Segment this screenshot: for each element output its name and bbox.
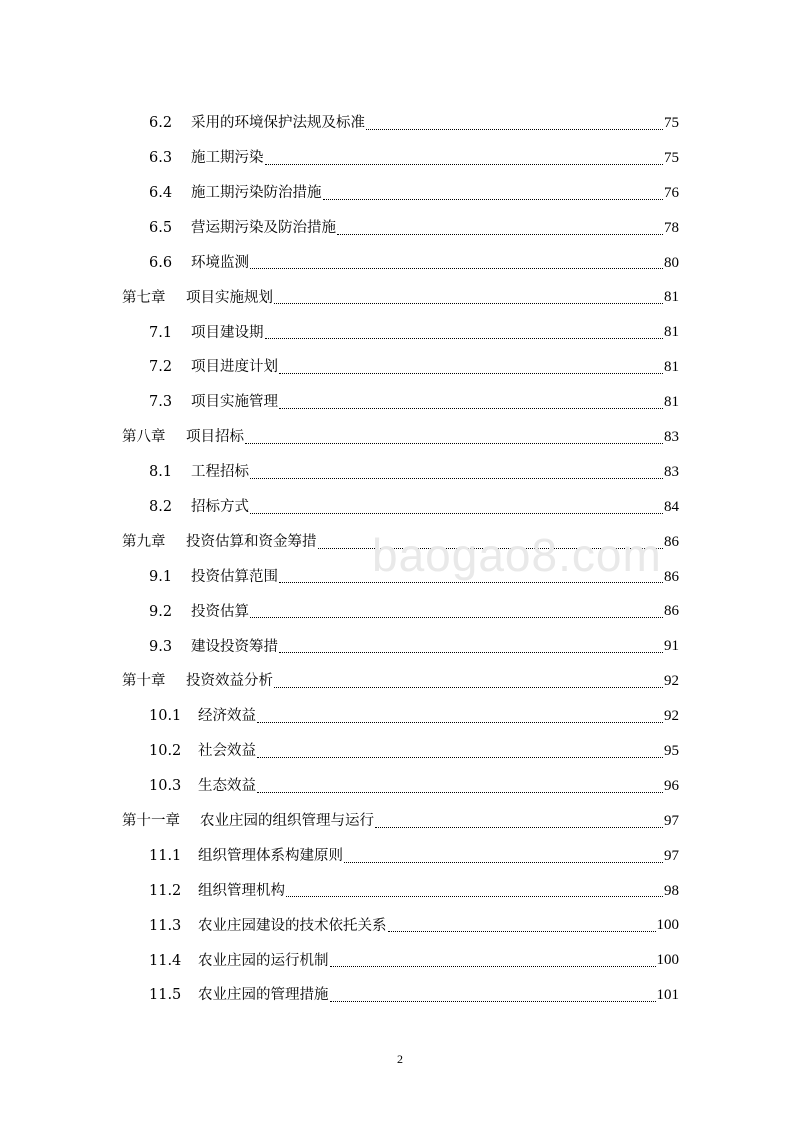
toc-entry-page: 83 [664, 463, 679, 480]
toc-entry-page: 98 [664, 882, 679, 899]
toc-entry-number: 6.4 [149, 184, 173, 201]
toc-chapter-entry[interactable] [0, 280, 800, 315]
toc-entry-title: 环境监测 [191, 254, 249, 271]
toc-entry-number: 第九章 [122, 533, 166, 550]
toc-entry-page: 97 [664, 847, 679, 864]
toc-section-entry[interactable] [0, 176, 800, 211]
toc-entry-number: 7.2 [149, 359, 173, 376]
toc-dot-leader [274, 303, 663, 304]
toc-dot-leader [366, 129, 663, 130]
toc-entry-number: 7.3 [149, 394, 173, 411]
toc-entry-title: 投资估算范围 [191, 568, 278, 585]
toc-entry-title: 项目建设期 [191, 324, 264, 341]
toc-entry-title: 投资效益分析 [186, 673, 273, 690]
toc-dot-leader [344, 862, 663, 863]
toc-entry-title: 农业庄园建设的技术依托关系 [198, 917, 387, 934]
toc-dot-leader [265, 338, 664, 339]
toc-entry-number: 11.5 [149, 987, 182, 1004]
toc-entry-number: 6.2 [149, 115, 173, 132]
toc-entry-title: 施工期污染防治措施 [191, 184, 322, 201]
toc-entry-number: 6.5 [149, 219, 173, 236]
toc-dot-leader [330, 1001, 656, 1002]
toc-entry-title: 采用的环境保护法规及标准 [191, 115, 365, 132]
toc-entry-number: 11.1 [149, 847, 182, 864]
toc-chapter-entry[interactable] [0, 804, 800, 839]
table-of-contents [0, 106, 800, 1013]
toc-entry-number: 8.2 [149, 498, 173, 515]
toc-section-entry[interactable] [0, 839, 800, 874]
toc-entry-title: 农业庄园的管理措施 [198, 987, 329, 1004]
toc-chapter-entry[interactable] [0, 420, 800, 455]
toc-section-entry[interactable] [0, 246, 800, 281]
toc-dot-leader [279, 652, 663, 653]
toc-entry-number: 第十章 [122, 673, 166, 690]
toc-section-entry[interactable] [0, 490, 800, 525]
toc-entry-title: 投资估算和资金筹措 [186, 533, 317, 550]
toc-section-entry[interactable] [0, 350, 800, 385]
toc-entry-number: 8.1 [149, 464, 173, 481]
toc-entry-number: 第十一章 [122, 813, 180, 829]
toc-entry-number: 9.1 [149, 568, 173, 585]
toc-dot-leader [265, 164, 664, 165]
toc-section-entry[interactable] [0, 560, 800, 595]
toc-dot-leader [274, 687, 663, 688]
toc-entry-page: 91 [664, 638, 679, 655]
toc-entry-page: 101 [656, 987, 679, 1004]
toc-entry-title: 组织管理体系构建原则 [198, 847, 343, 864]
toc-section-entry[interactable] [0, 769, 800, 804]
toc-dot-leader [250, 478, 663, 479]
toc-entry-page: 75 [664, 114, 679, 131]
toc-section-entry[interactable] [0, 106, 800, 141]
toc-entry-page: 81 [664, 359, 679, 376]
toc-entry-page: 81 [664, 394, 679, 411]
toc-entry-page: 75 [664, 149, 679, 166]
toc-dot-leader [279, 373, 663, 374]
toc-entry-number: 10.3 [149, 778, 182, 795]
toc-entry-page: 86 [664, 533, 679, 550]
toc-entry-number: 6.6 [149, 254, 173, 271]
toc-entry-page: 96 [664, 777, 679, 794]
page-number: 2 [397, 1052, 403, 1066]
toc-entry-page: 97 [664, 812, 679, 829]
toc-dot-leader [245, 443, 663, 444]
toc-entry-number: 11.2 [149, 882, 182, 899]
toc-section-entry[interactable] [0, 315, 800, 350]
toc-entry-title: 农业庄园的运行机制 [198, 952, 329, 969]
toc-entry-number: 10.1 [149, 708, 182, 725]
toc-entry-page: 92 [664, 673, 679, 690]
toc-entry-page: 100 [656, 917, 679, 934]
toc-entry-title: 生态效益 [198, 778, 256, 795]
toc-dot-leader [375, 827, 663, 828]
toc-entry-page: 78 [664, 219, 679, 236]
toc-entry-page: 81 [664, 289, 679, 306]
toc-entry-title: 组织管理机构 [198, 882, 285, 899]
toc-section-entry[interactable] [0, 978, 800, 1013]
toc-section-entry[interactable] [0, 211, 800, 246]
toc-entry-page: 84 [664, 498, 679, 515]
toc-section-entry[interactable] [0, 385, 800, 420]
toc-dot-leader [337, 234, 663, 235]
toc-entry-title: 施工期污染 [191, 150, 264, 167]
toc-entry-title: 社会效益 [198, 743, 256, 760]
toc-section-entry[interactable] [0, 943, 800, 978]
watermark: baogao8.com [372, 529, 662, 581]
toc-entry-number: 6.3 [149, 150, 173, 167]
toc-entry-title: 农业庄园的组织管理与运行 [200, 813, 374, 829]
toc-section-entry[interactable] [0, 874, 800, 909]
toc-entry-page: 81 [664, 324, 679, 341]
toc-entry-title: 项目实施管理 [191, 394, 278, 411]
toc-entry-number: 9.2 [149, 603, 173, 620]
toc-dot-leader [318, 548, 664, 549]
toc-dot-leader [330, 966, 656, 967]
toc-dot-leader [279, 408, 663, 409]
toc-entry-title: 工程招标 [191, 464, 249, 481]
toc-entry-title: 经济效益 [198, 708, 256, 725]
toc-entry-number: 11.3 [149, 917, 182, 934]
toc-section-entry[interactable] [0, 908, 800, 943]
toc-entry-title: 营运期污染及防治措施 [191, 219, 336, 236]
toc-entry-title: 项目招标 [186, 429, 244, 446]
toc-chapter-entry[interactable] [0, 664, 800, 699]
toc-dot-leader [250, 268, 663, 269]
toc-dot-leader [279, 582, 663, 583]
toc-section-entry[interactable] [0, 455, 800, 490]
toc-entry-title: 招标方式 [191, 498, 249, 515]
toc-entry-title: 项目进度计划 [191, 359, 278, 376]
toc-dot-leader [388, 931, 656, 932]
toc-entry-page: 80 [664, 254, 679, 271]
toc-dot-leader [250, 617, 663, 618]
toc-entry-number: 7.1 [149, 324, 173, 341]
toc-dot-leader [286, 896, 663, 897]
toc-entry-number: 9.3 [149, 638, 173, 655]
toc-entry-page: 76 [664, 184, 679, 201]
toc-entry-title: 建设投资筹措 [191, 638, 278, 655]
toc-entry-title: 项目实施规划 [186, 289, 273, 306]
toc-section-entry[interactable] [0, 734, 800, 769]
toc-entry-page: 83 [664, 428, 679, 445]
toc-dot-leader [250, 513, 663, 514]
toc-entry-number: 第八章 [122, 429, 166, 446]
toc-entry-title: 投资估算 [191, 603, 249, 620]
toc-entry-page: 86 [664, 568, 679, 585]
toc-entry-page: 100 [656, 952, 679, 969]
toc-chapter-entry[interactable] [0, 525, 800, 560]
toc-entry-number: 第七章 [122, 289, 166, 306]
toc-entry-page: 92 [664, 708, 679, 725]
toc-dot-leader [257, 757, 663, 758]
toc-entry-number: 10.2 [149, 743, 182, 760]
toc-section-entry[interactable] [0, 699, 800, 734]
toc-entry-number: 11.4 [149, 952, 182, 969]
toc-entry-page: 86 [664, 603, 679, 620]
toc-dot-leader [257, 722, 663, 723]
toc-entry-page: 95 [664, 742, 679, 759]
toc-section-entry[interactable] [0, 141, 800, 176]
toc-section-entry[interactable] [0, 594, 800, 629]
toc-section-entry[interactable] [0, 629, 800, 664]
toc-dot-leader [257, 792, 663, 793]
toc-dot-leader [323, 199, 664, 200]
